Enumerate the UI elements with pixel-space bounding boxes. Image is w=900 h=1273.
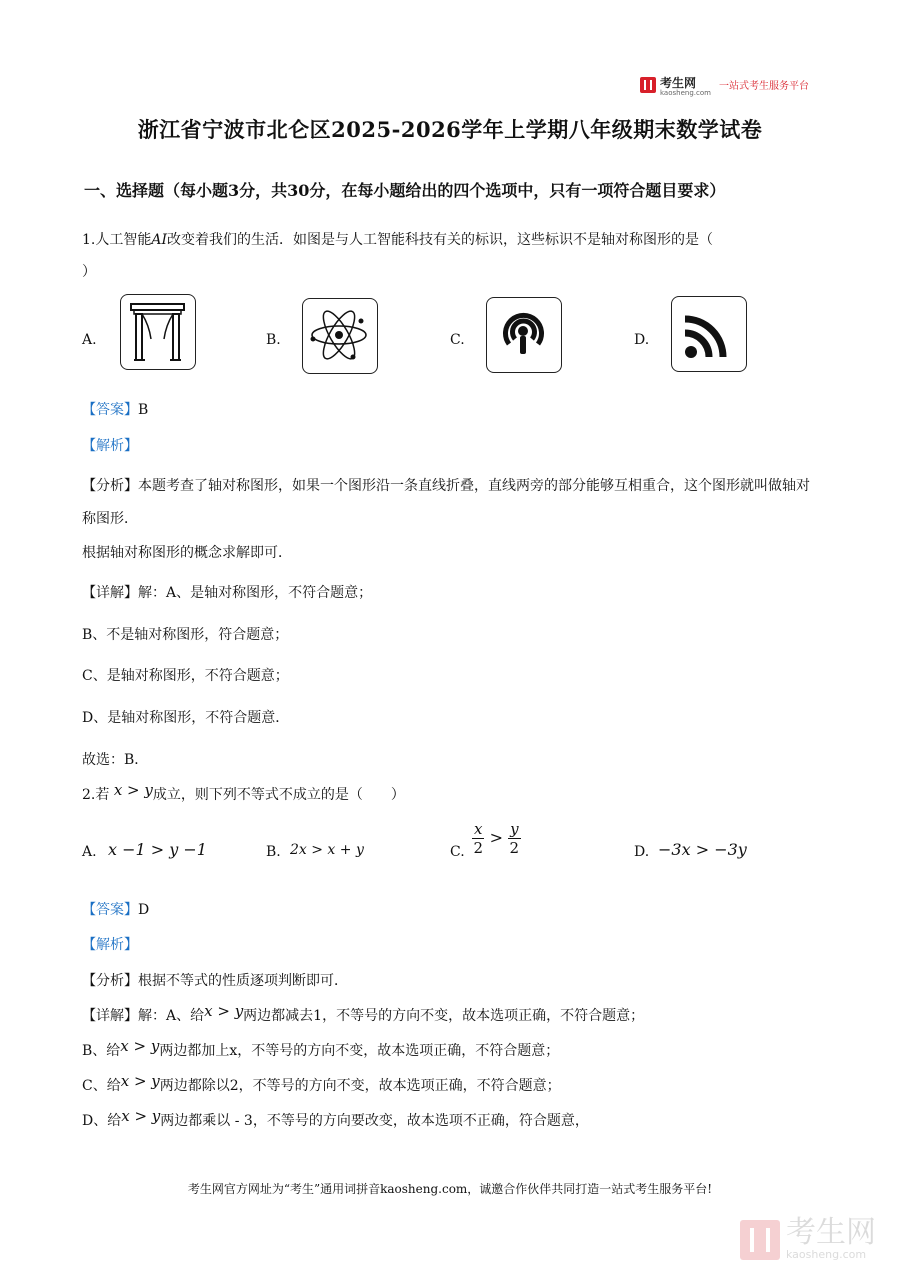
section-heading: 一、选择题（每小题3分，共30分，在每小题给出的四个选项中，只有一项符合题目要求） (84, 181, 726, 200)
q2-condition: x > y (113, 781, 153, 799)
q2-detail-d (82, 1107, 589, 1131)
q2-detail-c-post: 两边都除以2，不等号的方向不变，故本选项正确，不符合题意； (159, 1078, 561, 1094)
q1-option-c-label: C. (450, 332, 465, 348)
q1-conclusion: 故选：B． (82, 752, 149, 768)
q2-detail-b (82, 1037, 560, 1061)
q2-detail-b-post: 两边都加上x，不等号的方向不变，故本选项正确，不符合题意； (159, 1043, 560, 1059)
watermark-logo-icon (740, 1220, 780, 1260)
q2-fenxi-tag: 【分析】 (82, 973, 138, 989)
option-d-rss-icon (671, 296, 747, 372)
logo-slogan: 一站式考生服务平台 (718, 81, 809, 92)
q2-option-a-label: A. (82, 844, 97, 860)
q1-fenxi-text: 本题考查了轴对称图形，如果一个图形沿一条直线折叠，直线两旁的部分能够互相重合，这个图形就叫做轴对称图形． (82, 478, 810, 527)
q1-stem-part: 改变着我们的生活．如图是与人工智能科技有关的标识，这些标识不是轴对称图形的是（ (167, 232, 713, 248)
q2-detail-d-post: 两边都乘以 - 3，不等号的方向要改变，故本选项不正确，符合题意， (160, 1113, 589, 1129)
q1-stem (82, 230, 713, 250)
q1-answer: B (138, 402, 149, 418)
option-c-signal-icon (486, 297, 562, 373)
q2-option-c-frac-x (472, 820, 484, 857)
logo-name: 考生网 (660, 76, 697, 90)
q2-detail-d-pre: D、给 (82, 1113, 122, 1129)
q2-option-a: x −1 > y −1 (108, 840, 207, 859)
q2-option-c (472, 820, 521, 857)
q1-answer-tag: 【答案】 (82, 402, 138, 418)
q2-answer: D (138, 902, 150, 918)
q1-detail-d: D、是轴对称图形，不符合题意． (82, 710, 290, 726)
q2-c-relation: > (489, 828, 503, 847)
q1-answer-line (82, 400, 148, 420)
q2-detail-a-pre: 解：A、给 (138, 1008, 205, 1024)
q1-detail-tag: 【详解】 (82, 585, 138, 601)
kaosheng-logo-icon (640, 77, 656, 93)
q2-fenxi-text: 根据不等式的性质逐项判断即可． (138, 973, 348, 989)
q1-option-d-label: D. (634, 332, 650, 348)
q2-c-den2: 2 (509, 839, 520, 857)
q2-stem-num: 2.若 (82, 787, 110, 803)
q1-stem-ai: AI (151, 232, 167, 248)
q2-option-d-label: D. (634, 844, 650, 860)
q2-c-den1: 2 (473, 839, 483, 857)
q2-stem (82, 781, 405, 805)
q2-detail-c-cond: x > y (120, 1072, 160, 1090)
q2-option-c-frac-y (508, 820, 520, 857)
header-logo (640, 72, 809, 97)
page-title: 浙江省宁波市北仑区2025-2026学年上学期八年级期末数学试卷 (137, 117, 763, 142)
q1-fenxi2: 根据轴对称图形的概念求解即可． (82, 545, 292, 561)
q2-detail-a-cond: x > y (204, 1002, 244, 1020)
watermark-domain: kaosheng.com (786, 1248, 867, 1261)
q1-option-a-label: A. (82, 332, 97, 348)
q2-option-b: 2x > x + y (290, 842, 364, 858)
q2-answer-tag: 【答案】 (82, 902, 138, 918)
q1-detail-c: C、是轴对称图形，不符合题意； (82, 668, 289, 684)
q2-stem-rest: 成立，则下列不等式不成立的是（ ） (152, 787, 405, 803)
q1-stem-close: ） (82, 264, 96, 280)
watermark-name: 考生网 (786, 1215, 876, 1250)
q2-analysis-tag: 【解析】 (82, 937, 138, 953)
q1-stem-part: 1.人工智能 (82, 232, 152, 248)
q1-detail-a (82, 583, 372, 603)
q2-detail-c-pre: C、给 (82, 1078, 121, 1094)
q1-fenxi (82, 470, 817, 536)
q1-analysis-tag: 【解析】 (82, 438, 138, 454)
option-a-gate-icon (120, 294, 196, 370)
option-b-atom-icon (302, 298, 378, 374)
q2-detail-b-cond: x > y (120, 1037, 160, 1055)
q2-c-num2: y (510, 820, 519, 838)
q2-fenxi (82, 971, 348, 991)
q2-detail-c (82, 1072, 561, 1096)
q2-detail-a (82, 1002, 645, 1026)
q2-answer-line (82, 900, 149, 920)
q1-detail-a-text: 解：A、是轴对称图形，不符合题意； (138, 585, 373, 601)
q2-detail-tag: 【详解】 (82, 1008, 138, 1024)
page-footer: 考生网官方网址为“考生”通用词拼音kaosheng.com，诚邀合作伙伴共同打造一站式考生服务平台! (187, 1182, 713, 1196)
q2-option-c-label: C. (450, 844, 465, 860)
watermark (740, 1215, 876, 1261)
watermark-text-block (786, 1215, 876, 1261)
q2-detail-a-post: 两边都减去1，不等号的方向不变，故本选项正确，不符合题意； (243, 1008, 645, 1024)
q1-fenxi-tag: 【分析】 (82, 478, 138, 494)
q1-detail-b: B、不是轴对称图形，符合题意； (82, 627, 289, 643)
q2-detail-b-pre: B、给 (82, 1043, 121, 1059)
q2-detail-d-cond: x > y (121, 1107, 161, 1125)
q2-option-d: −3x > −3y (658, 840, 747, 859)
logo-domain: kaosheng.com (660, 89, 711, 97)
q2-option-b-label: B. (266, 844, 281, 860)
logo-text-block (660, 72, 711, 97)
q2-c-num1: x (474, 820, 483, 838)
q1-option-b-label: B. (266, 332, 281, 348)
